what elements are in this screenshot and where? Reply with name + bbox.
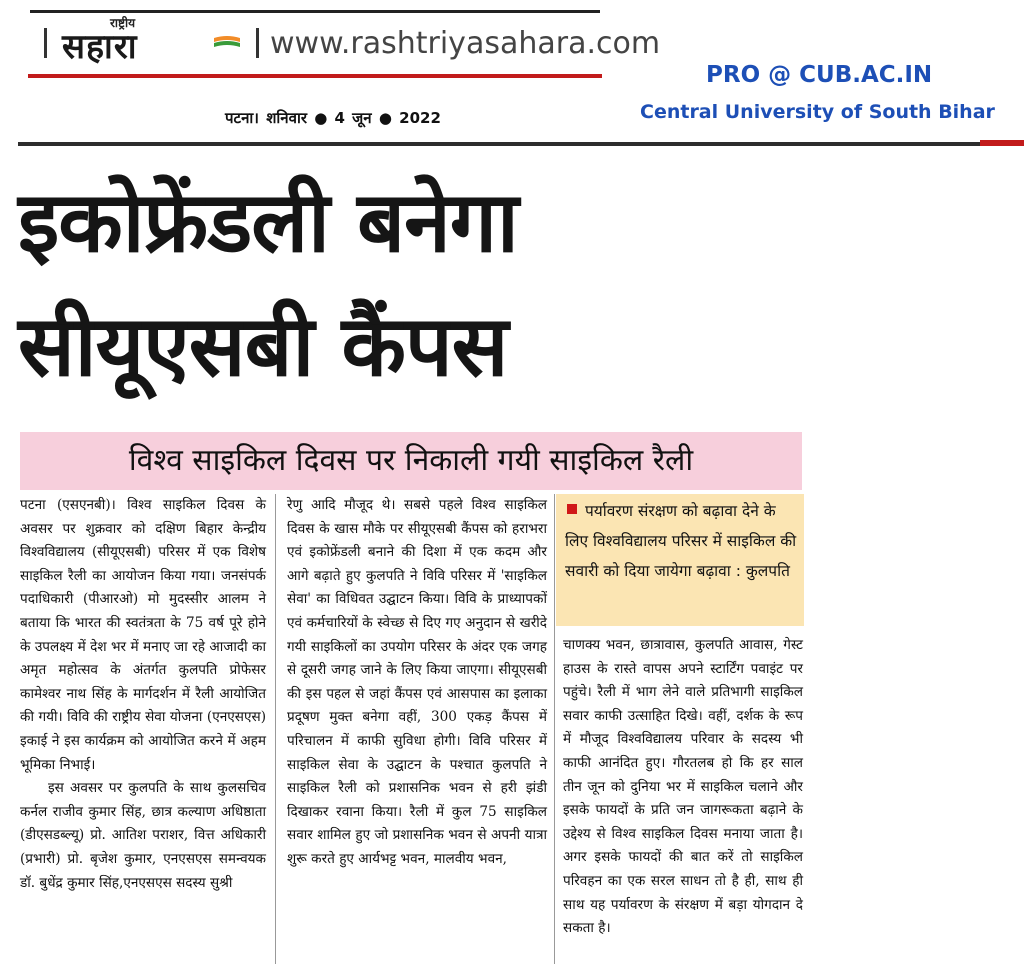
dateline: पटना। शनिवार ● 4 जून ● 2022 [225, 109, 441, 127]
logo-divider [44, 28, 47, 58]
column-1-paragraph-1: पटना (एसएनबी)। विश्व साइकिल दिवस के अवसर पर शुक्रवार को दक्षिण बिहार केन्द्रीय विश्वविद्यालय (सीयूएसबी) परिसर में एक विशेष साइकिल रैली का आयोजन किया गया। जनसंपर्क पदाधिकारी (पीआरओ) मो मुदस्सीर आलम ने बताया कि भारत की स्वतंत्रता के 75 वर्ष पूरे होने के उपलक्ष्य में देश भर में मनाए जा रहे आजादी का अमृत महोत्सव के अंतर्गत कुलपति प्रोफेसर कामेश्वर नाथ सिंह के मार्गदर्शन में रैली आयोजित की गयी। विवि की राष्ट्रीय सेवा योजना (एनएसएस) इकाई ने इस कार्यक्रम को आयोजित करने में अहम भूमिका निभाई। [20, 497, 266, 773]
headline-line-2: सीयूएसबी कैंपस [18, 297, 508, 395]
article-column-1 [20, 494, 266, 895]
masthead-top-rule [30, 10, 600, 13]
article-column-3 [563, 634, 803, 941]
masthead-bottom-rule [18, 142, 1024, 146]
headline-line-1: इकोफ्रेंडली बनेगा [18, 173, 518, 271]
article-column-2 [287, 494, 547, 872]
column-divider [554, 494, 555, 964]
website-url[interactable]: www.rashtriyasahara.com [270, 26, 661, 61]
flag-icon [214, 34, 240, 50]
masthead-red-rule [28, 74, 602, 78]
column-2-paragraph-1: रेणु आदि मौजूद थे। सबसे पहले विश्व साइकिल दिवस के खास मौके पर सीयूएसबी कैंपस को हराभरा एवं इकोफ्रेंडली बनाने की दिशा में एक कदम और आगे बढ़ाते हुए कुलपति ने विवि परिसर में 'साइकिल सेवा' का विधिवत उद्घाटन किया। विवि के प्राध्यापकों एवं कर्मचारियों के स्वेच्छ से दिए गए अनुदान से खरीदे गयी साइकिलों का उपयोग परिसर के अंदर एक जगह से दूसरी जगह जाने के लिए किया जाएगा। सीयूएसबी की इस पहल से जहां कैंपस एवं आसपास का इलाका प्रदूषण मुक्त बनेगा वहीं, 300 एकड़ कैंपस में परिचालन में काफी सुविधा होगी। विवि परिसर में साइकिल सेवा के उद्घाटन के पश्चात कुलपति ने साइकिल रैली को प्रशासनिक भवन से हरी झंडी दिखाकर रवाना किया। रैली में कुल 75 साइकिल सवार शामिल हुए जो प्रशासनिक भवन से अपनी यात्रा शुरू करते हुए आर्यभट्ट भवन, मालवीय भवन, [287, 497, 547, 867]
university-stamp: Central University of South Bihar [640, 101, 995, 123]
column-3-paragraph-1: चाणक्य भवन, छात्रावास, कुलपति आवास, गेस्ट हाउस के रास्ते वापस अपने स्टार्टिंग पवाइंट पर पहुंचे। रैली में भाग लेने वाले प्रतिभागी साइकिल सवार काफी उत्साहित दिखे। वहीं, दर्शक के रूप में मौजूद विश्वविद्यालय परिवार के सदस्य भी काफी आनंदित हुए। गौरतलब हो कि हर साल तीन जून को दुनिया भर में साइकिल चलाने और इसके फायदों के प्रति जन जागरूकता बढ़ाने के उद्देश्य से विश्व साइकिल दिवस मनाया जाता है। अगर इसके फायदों की बात करें तो साइकिल परिवहन का एक सरल साधन तो है ही, साथ ही साथ यह पर्यावरण के संरक्षण में बड़ा योगदान दे सकता है। [563, 637, 803, 937]
pro-email-stamp: PRO @ CUB.AC.IN [706, 62, 933, 88]
logo-subtitle: राष्ट्रीय [110, 16, 136, 30]
subheading-band: विश्व साइकिल दिवस पर निकाली गयी साइकिल रैली [20, 432, 802, 490]
column-divider [275, 494, 276, 964]
url-divider [256, 28, 259, 58]
newspaper-logo: सहारा [62, 27, 138, 67]
column-1-paragraph-2: इस अवसर पर कुलपति के साथ कुलसचिव कर्नल राजीव कुमार सिंह, छात्र कल्याण अधिष्ठाता (डीएसडब्ल्यू) प्रो. आतिश पराशर, वित्त अधिकारी (प्रभारी) प्रो. बृजेश कुमार, एनएसएस समन्वयक डॉ. बुधेंद्र कुमार सिंह,एनएसएस सदस्य सुश्री [20, 780, 266, 891]
corner-red-accent [980, 140, 1024, 146]
highlight-quote: पर्यावरण संरक्षण को बढ़ावा देने के लिए विश्वविद्यालय परिसर में साइकिल की सवारी को दिया जायेगा बढ़ावा : कुलपति [565, 502, 797, 580]
